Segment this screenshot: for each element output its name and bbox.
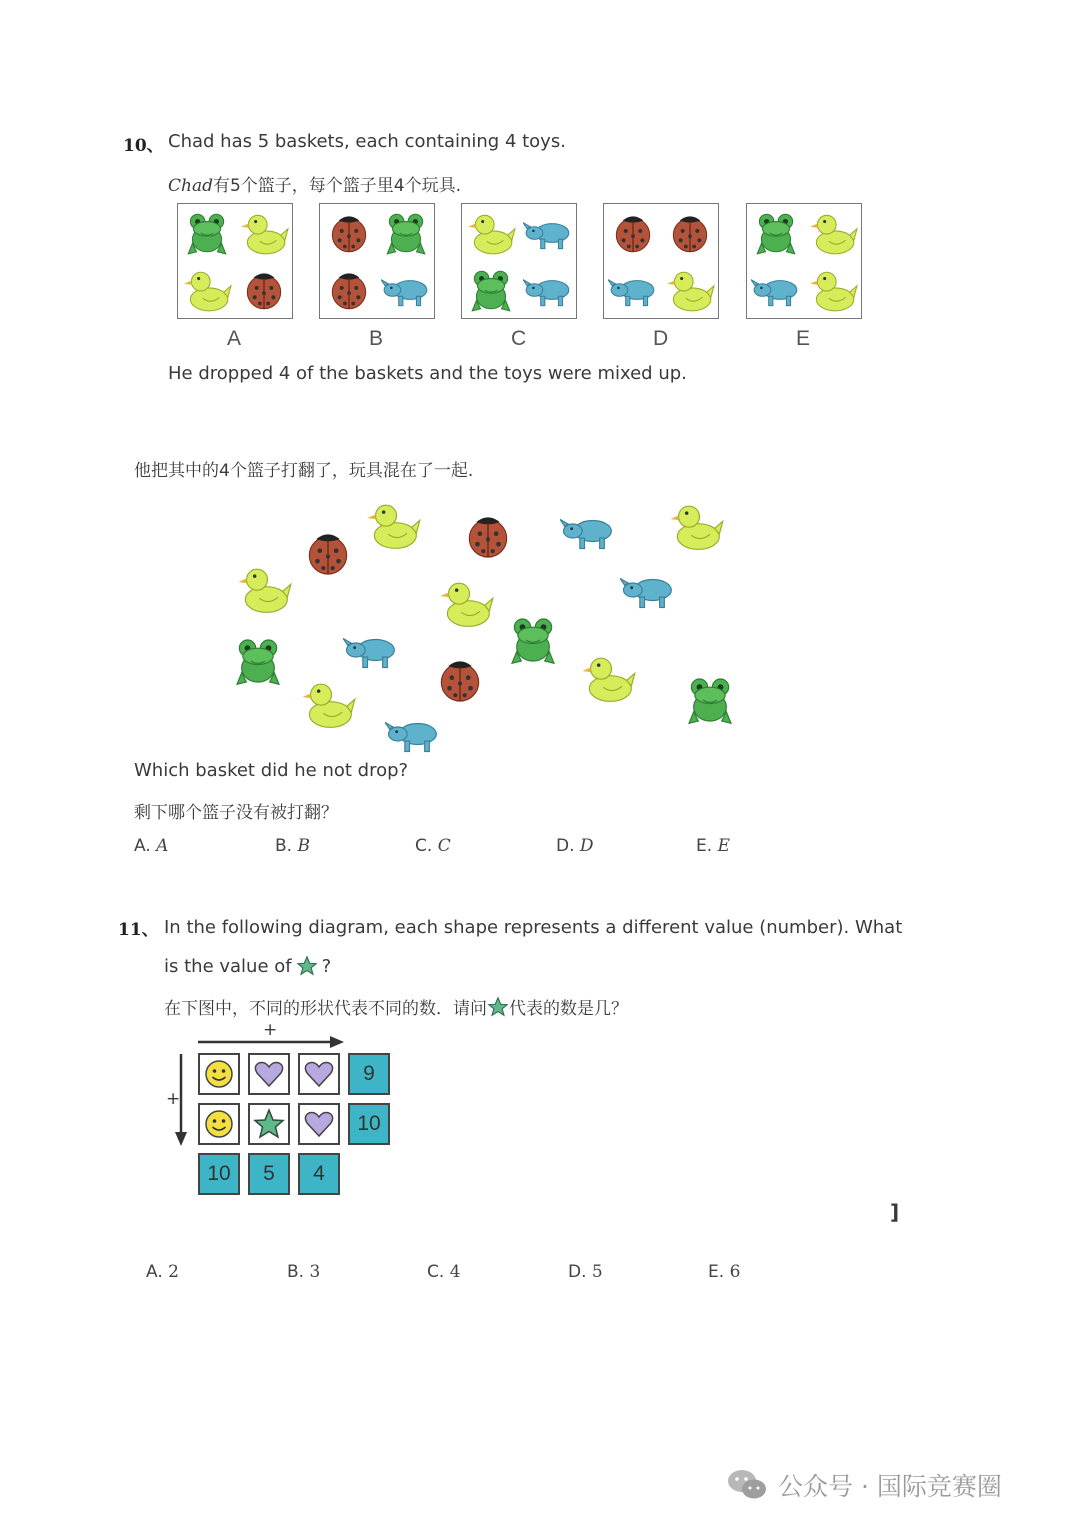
basket-b (319, 203, 435, 319)
duck-icon (236, 561, 292, 617)
grid-shape-cell (198, 1103, 240, 1145)
star-icon (253, 1108, 285, 1140)
duck-icon (808, 265, 858, 315)
duck-icon (182, 265, 232, 315)
basket-label: D (653, 327, 669, 350)
smiley-face-icon (203, 1058, 235, 1090)
heart-icon (253, 1058, 285, 1090)
basket-toy (377, 204, 434, 261)
rhino-icon (751, 265, 801, 315)
scattered-frog (230, 633, 286, 689)
basket-toy (747, 204, 804, 261)
row-sum-cell: 9 (348, 1053, 390, 1095)
which-basket-question-cn: 剩下哪个篮子没有被打翻？ (134, 803, 338, 823)
option-d[interactable]: D. D (556, 836, 594, 856)
ladybug-icon (239, 265, 289, 315)
basket-toy (804, 261, 861, 318)
name-chad: Chad (168, 176, 213, 196)
question-text-en-line2: is the value of ? (164, 955, 332, 977)
option-e[interactable]: E. 6 (708, 1262, 741, 1282)
basket-toy (320, 261, 377, 318)
basket-toy (519, 261, 576, 318)
scattered-ladybug (432, 652, 488, 708)
arrow-right-icon (196, 1034, 346, 1050)
option-e[interactable]: E. E (696, 836, 730, 856)
question-text-cn: 在下图中，不同的形状代表不同的数．请问 代表的数是几？ (164, 994, 628, 1019)
watermark: 公众号 · 国际竞赛圈 (726, 1467, 1002, 1503)
rhino-icon (560, 503, 616, 559)
basket-label: B (369, 327, 384, 350)
duck-icon (239, 208, 289, 258)
scattered-rhino (560, 503, 616, 559)
basket-toy (747, 261, 804, 318)
duck-icon (808, 208, 858, 258)
grid-shape-cell (198, 1053, 240, 1095)
option-b[interactable]: B. B (275, 836, 310, 856)
scattered-duck (300, 676, 356, 732)
frog-icon (466, 265, 516, 315)
grid-shape-cell (298, 1103, 340, 1145)
scattered-ladybug (460, 508, 516, 564)
basket-label: A (227, 327, 242, 350)
question-text-en-line1: In the following diagram, each shape represents a different value (number). What (164, 917, 903, 938)
basket-toy (235, 204, 292, 261)
wechat-icon (726, 1467, 768, 1503)
option-a[interactable]: A. A (134, 836, 169, 856)
which-basket-question-en: Which basket did he not drop? (134, 760, 409, 781)
frog-icon (182, 208, 232, 258)
heart-icon (303, 1058, 335, 1090)
frog-icon (381, 208, 431, 258)
question-number: 10、 (123, 136, 164, 156)
smiley-face-icon (203, 1108, 235, 1140)
basket-a (177, 203, 293, 319)
scattered-frog (505, 612, 561, 668)
option-c[interactable]: C. C (415, 836, 451, 856)
duck-icon (668, 498, 724, 554)
basket-toy (320, 204, 377, 261)
rhino-icon (523, 208, 573, 258)
basket-toy (178, 261, 235, 318)
scattered-duck (236, 561, 292, 617)
row-sum-cell: 10 (348, 1103, 390, 1145)
basket-toy (661, 261, 718, 318)
grid-shape-cell (298, 1053, 340, 1095)
question-text-en: Chad has 5 baskets, each containing 4 toys. (168, 131, 566, 152)
rhino-icon (343, 622, 399, 678)
basket-label: C (511, 327, 527, 350)
option-c[interactable]: C. 4 (427, 1262, 461, 1282)
option-b[interactable]: B. 3 (287, 1262, 321, 1282)
scattered-frog (682, 672, 738, 728)
frog-icon (505, 612, 561, 668)
frog-icon (751, 208, 801, 258)
frog-icon (230, 633, 286, 689)
ladybug-icon (460, 508, 516, 564)
basket-toy (462, 204, 519, 261)
dropped-text-cn: 他把其中的4个篮子打翻了，玩具混在了一起. (134, 461, 474, 481)
question-number: 11、 (118, 920, 159, 940)
rhino-icon (620, 562, 676, 618)
duck-icon (438, 575, 494, 631)
scattered-rhino (620, 562, 676, 618)
column-sum-cell: 5 (248, 1153, 290, 1195)
scattered-rhino (385, 706, 441, 762)
scattered-duck (580, 650, 636, 706)
column-sum-cell: 4 (298, 1153, 340, 1195)
ladybug-icon (324, 265, 374, 315)
bracket-mark: ] (890, 1200, 900, 1224)
grid-shape-cell (248, 1053, 290, 1095)
basket-c (461, 203, 577, 319)
option-d[interactable]: D. 5 (568, 1262, 603, 1282)
basket-toy (604, 204, 661, 261)
rhino-icon (523, 265, 573, 315)
duck-icon (300, 676, 356, 732)
rhino-icon (608, 265, 658, 315)
column-sum-cell: 10 (198, 1153, 240, 1195)
plus-sign-horizontal: + (263, 1020, 278, 1040)
star-icon (296, 955, 318, 977)
option-a[interactable]: A. 2 (146, 1262, 179, 1282)
basket-d (603, 203, 719, 319)
duck-icon (466, 208, 516, 258)
ladybug-icon (324, 208, 374, 258)
duck-icon (580, 650, 636, 706)
duck-icon (665, 265, 715, 315)
heart-icon (303, 1108, 335, 1140)
basket-toy (235, 261, 292, 318)
frog-icon (682, 672, 738, 728)
grid-shape-cell (248, 1103, 290, 1145)
rhino-icon (385, 706, 441, 762)
plus-sign-vertical: + (166, 1089, 181, 1109)
ladybug-icon (665, 208, 715, 258)
arrow-down-icon (173, 1052, 189, 1148)
scattered-duck (668, 498, 724, 554)
scattered-duck (438, 575, 494, 631)
basket-toy (519, 204, 576, 261)
basket-toy (661, 204, 718, 261)
basket-toy (462, 261, 519, 318)
basket-label: E (796, 327, 811, 350)
question-text-cn-rest: 有5个篮子，每个篮子里4个玩具. (212, 176, 462, 196)
basket-toy (377, 261, 434, 318)
basket-e (746, 203, 862, 319)
ladybug-icon (300, 525, 356, 581)
ladybug-icon (608, 208, 658, 258)
scattered-ladybug (300, 525, 356, 581)
rhino-icon (381, 265, 431, 315)
question-text-cn (168, 171, 461, 196)
ladybug-icon (432, 652, 488, 708)
scattered-rhino (343, 622, 399, 678)
basket-toy (178, 204, 235, 261)
duck-icon (365, 497, 421, 553)
dropped-text-en: He dropped 4 of the baskets and the toys were mixed up. (168, 363, 687, 384)
basket-toy (604, 261, 661, 318)
star-icon (487, 996, 509, 1018)
basket-toy (804, 204, 861, 261)
scattered-duck (365, 497, 421, 553)
